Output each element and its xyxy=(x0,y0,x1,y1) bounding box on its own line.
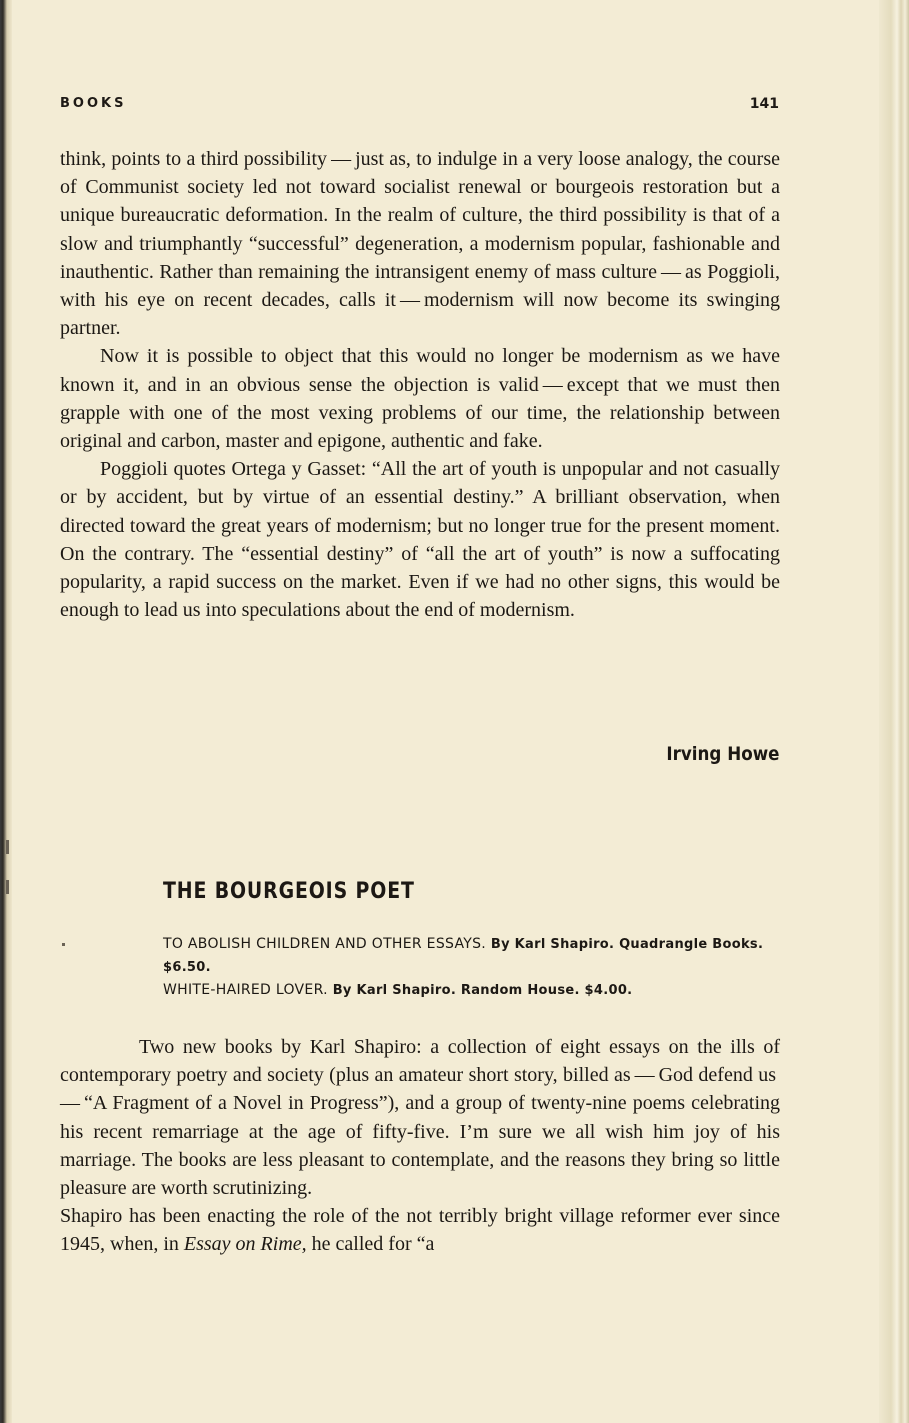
book-details: By Karl Shapiro. Random House. $4.00. xyxy=(327,983,633,998)
paragraph-text: Shapiro has been enacting the role of the not terribly bright village reformer ever since 1945, when, in xyxy=(60,1205,780,1256)
paragraph: think, points to a third possibility — just as, to indulge in a very loose analogy, the course of Communist society led not toward socialist renewal or bourgeois restoration but a unique bureaucratic deformation. In the realm of culture, the third possibility is that of a slow and triumphantly “successful” degeneration, a modernism popular, fashionable and inauthentic. Rather than remaining the intransigent enemy of mass culture — as Poggioli, with his eye on recent decades, calls it — modernism will now become its swinging partner. xyxy=(60,148,780,340)
margin-mark xyxy=(6,840,9,854)
page-number: 141 xyxy=(749,96,779,112)
paragraph: Two new books by Karl Shapiro: a collection of eight essays on the ills of contemporary poetry and society (plus an amateur short story, billed as — God defend us — “A Fragment of a Novel in Progress”), and a group of twenty-nine poems celebrating his recent remarriage at the age of fifty-five. I’m sure we all wish him joy of his marriage. The books are less pleasant to contemplate, and the reasons they bring so little pleasure are worth scrutinizing. xyxy=(60,1036,780,1200)
margin-mark xyxy=(6,880,9,894)
book-details: By Karl Shapiro. Quadrangle Books. $6.50. xyxy=(163,937,764,975)
book-entry xyxy=(163,933,793,979)
review-continuation xyxy=(60,145,780,624)
margin-mark xyxy=(62,943,65,946)
article-title: THE BOURGEOIS POET xyxy=(163,879,415,904)
book-title: WHITE-HAIRED LOVER. xyxy=(163,982,328,998)
review-body xyxy=(60,1033,780,1259)
page-edge-stack xyxy=(879,0,909,1423)
author-signature: Irving Howe xyxy=(665,743,779,765)
paragraph: Poggioli quotes Ortega y Gasset: “All the art of youth is unpopular and not casually or by accident, but by virtue of an essential destiny.” A brilliant observation, when directed toward the great years of modernism; but no longer true for the present moment. On the contrary. The “essential destiny” of “all the art of youth” is now a suffocating popularity, a rapid success on the market. Even if we had no other signs, this would be enough to lead us into speculations about the end of modernism. xyxy=(60,458,780,622)
paragraph: Now it is possible to object that this would no longer be modernism as we have known it, and in an obvious sense the objection is valid — except that we must then grapple with one of the most vexing problems of our time, the relationship between original and carbon, master and epigone, authentic and fake. xyxy=(60,345,780,453)
running-head: BOOKS xyxy=(60,96,127,111)
book-title: TO ABOLISH CHILDREN AND OTHER ESSAYS. xyxy=(163,936,487,952)
book-entry xyxy=(163,979,793,1002)
reviewed-books-list xyxy=(163,933,793,1002)
page-header xyxy=(60,96,779,118)
book-title-italic: Essay on Rime, xyxy=(183,1233,307,1256)
paragraph xyxy=(60,1202,780,1258)
page-gutter-shadow xyxy=(0,0,12,1423)
paragraph-text: he called for “a xyxy=(306,1233,435,1256)
